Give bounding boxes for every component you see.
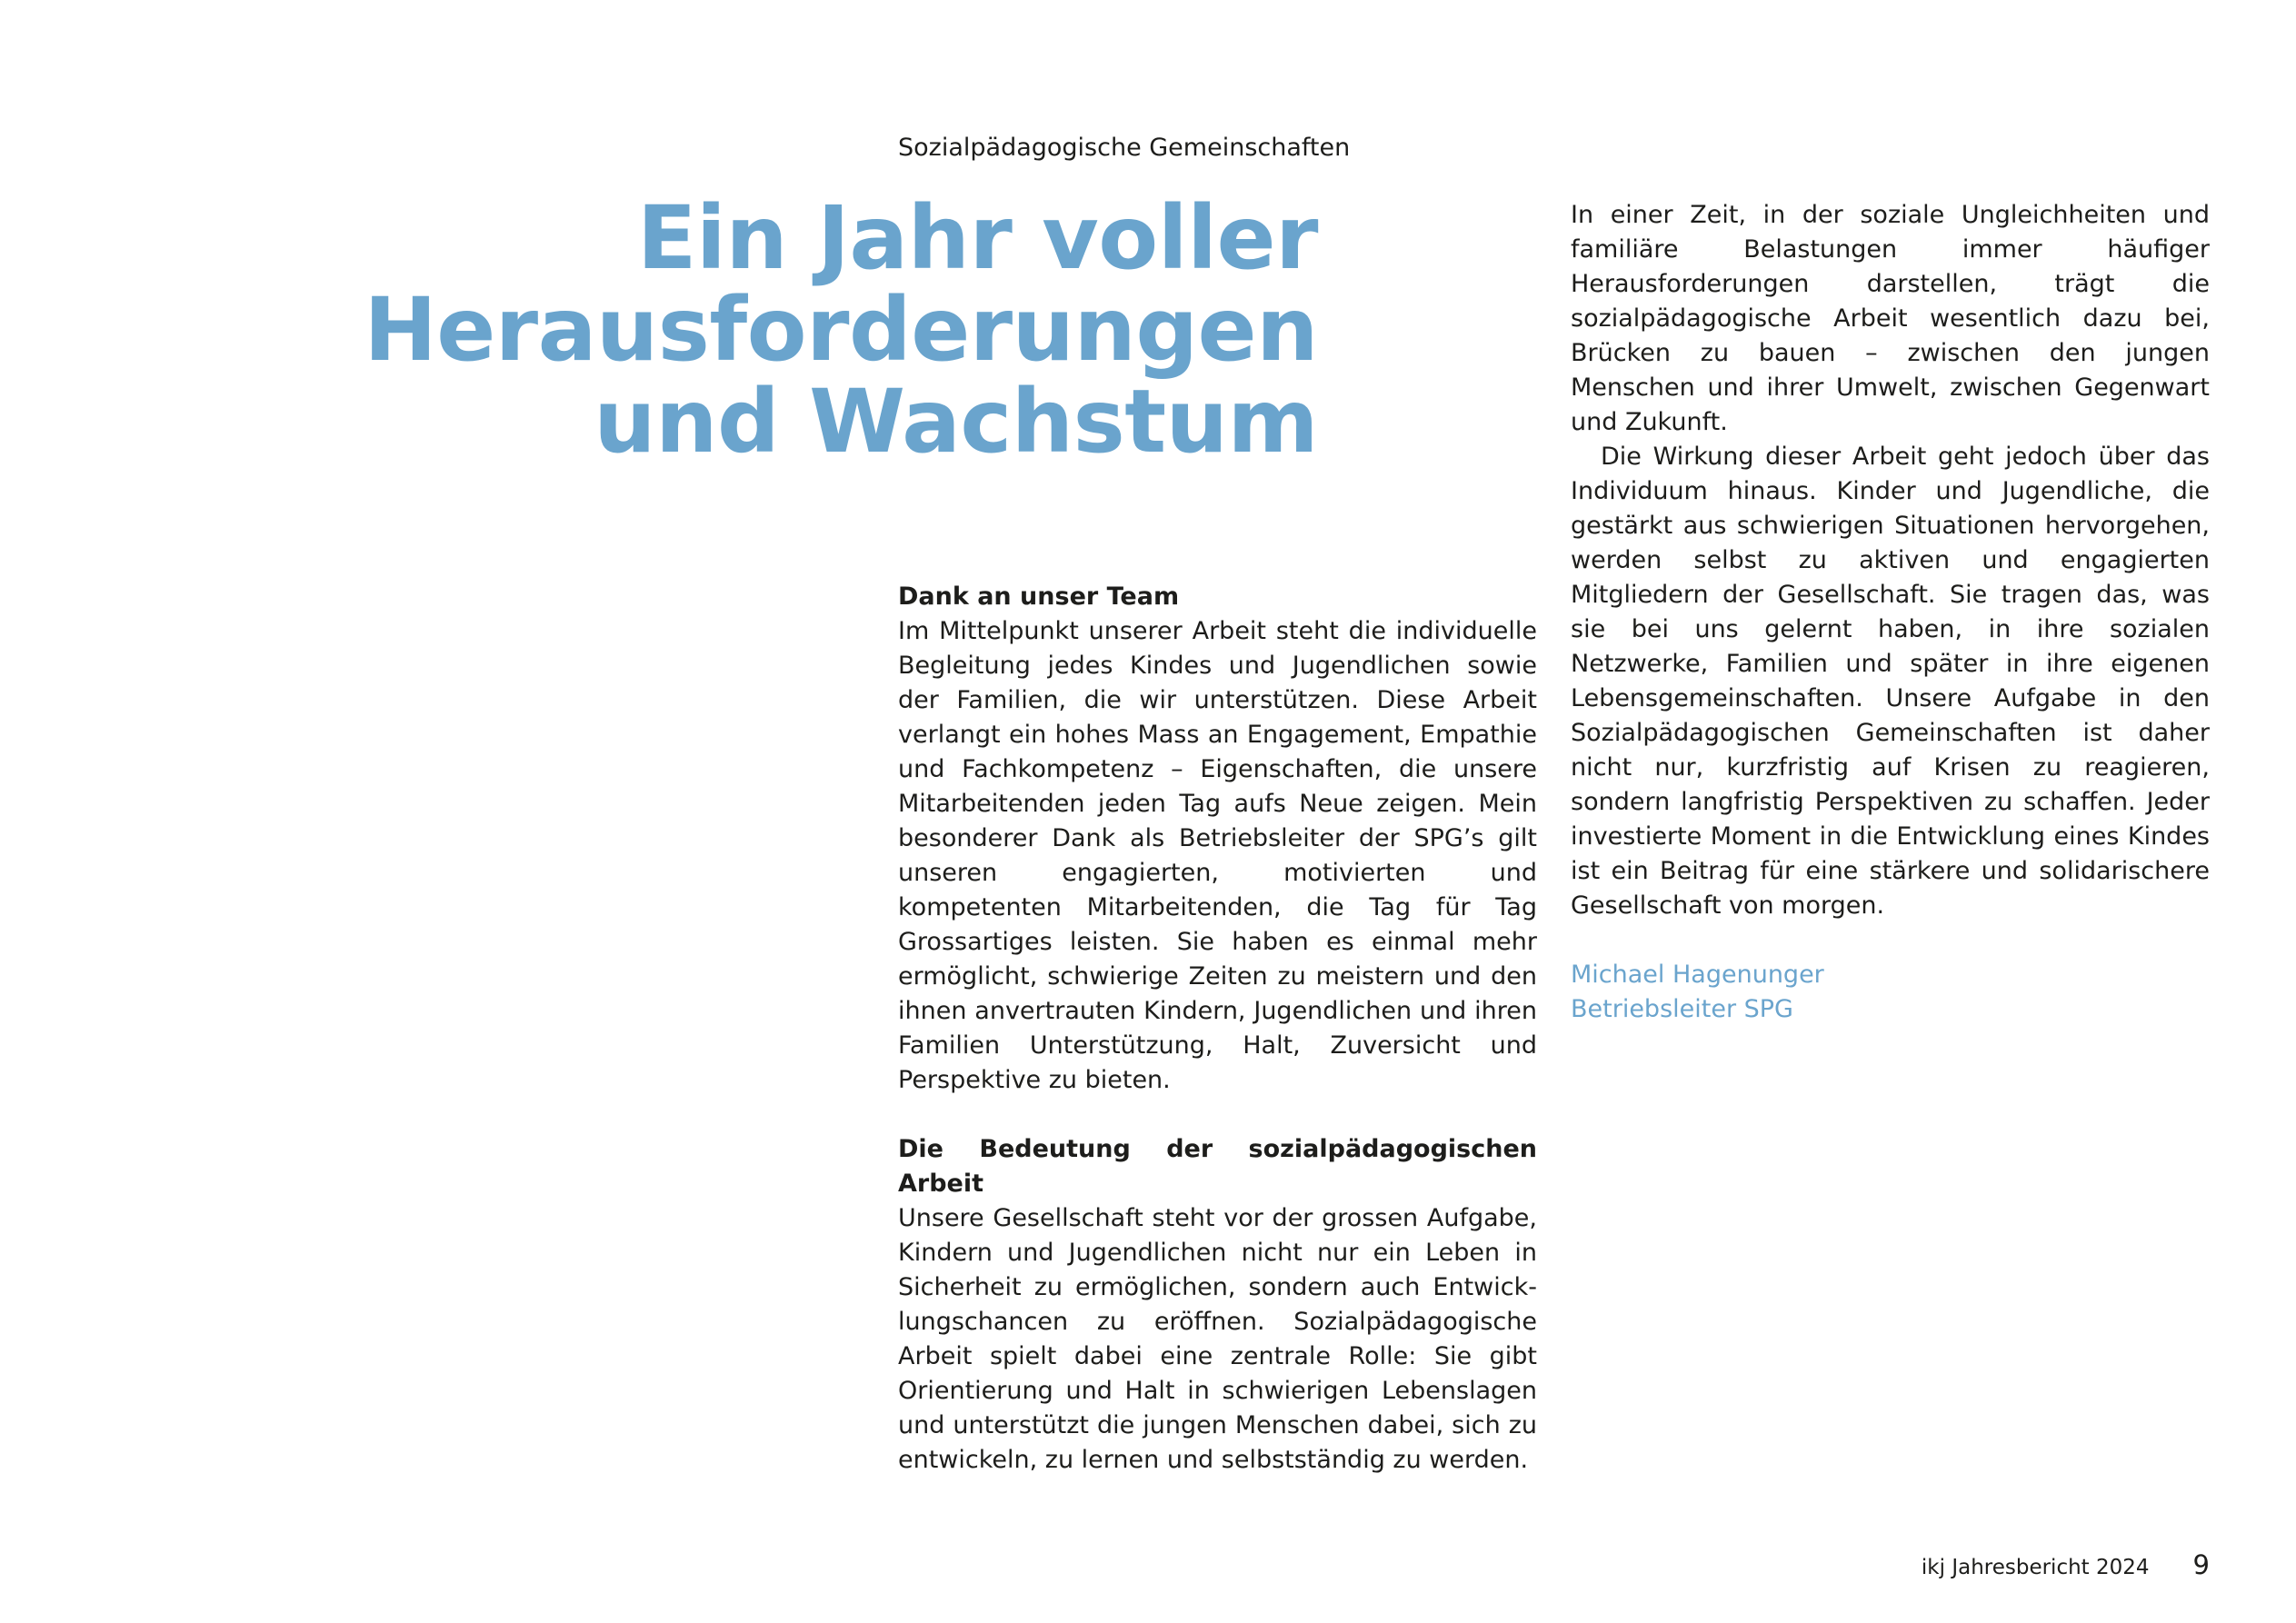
section-body: Im Mittelpunkt unserer Arbeit steht die individuelle Begleitung jedes Kindes und Jugendlichen sowie der Familien, die wir unterstützen. Diese Arbeit verlangt ein hohes Mass an Engagement, Empathie und Fachkompetenz – Eigenschaften, die unsere Mitarbeitenden jeden Tag aufs Neue zeigen. Mein besonderer Dank als Betriebsleiter der SPG’s gilt unseren engagierten, motivierten und kompetenten Mitarbeitenden, die Tag für Tag Grossartiges leisten. Sie haben es einmal mehr ermöglicht, schwierige Zeiten zu meistern und den ihnen anvertrauten Kindern, Jugendlichen und ihren Familien Unterstützung, Halt, Zuversicht und Perspektive zu bieten.: [898, 617, 1537, 1094]
page-title-line-1: Ein Jahr voller: [636, 187, 1318, 289]
body-paragraph: Die Wirkung dieser Arbeit geht jedoch über das Individuum hinaus. Kinder und Jugendliche, die gestärkt aus schwierigen Situationen hervorgehen, werden selbst zu aktiven und engagierten Mitgliedern der Gesellschaft. Sie tragen das, was sie bei uns gelernt haben, in ihre sozialen Netzwerke, Familien und später in ihre eigenen Lebensgemeinschaften. Unsere Aufgabe in den Sozialpädagogischen Gemeinschaften ist daher nicht nur, kurzfristig auf Krisen zu reagieren, sondern langfristig Perspektiven zu schaffen. Jeder investierte Moment in die Entwicklung eines Kindes ist ein Beitrag für eine stärkere und solidarischere Gesellschaft von morgen.: [1571, 443, 2210, 920]
section-body: Unsere Gesellschaft steht vor der grossen Aufgabe, Kindern und Jugendlichen nicht nur ein Leben in Sicherheit zu ermöglichen, sondern auch Entwicklungschancen zu eröffnen. Sozialpädagogische Arbeit spielt dabei eine zentrale Rolle: Sie gibt Orientierung und Halt in schwierigen Lebenslagen und unterstützt die jungen Menschen dabei, sich zu entwickeln, zu lernen und selbstständig zu werden.: [898, 1204, 1537, 1474]
body-paragraph: In einer Zeit, in der soziale Ungleichheiten und familiäre Belastungen immer häufiger Herausforderungen darstellen, trägt die sozialpädagogische Arbeit wesentlich dazu bei, Brücken zu bauen – zwischen den jungen Menschen und ihrer Umwelt, zwischen Gegenwart und Zukunft.: [1571, 201, 2210, 436]
page-title-line-2: Herausforderungen: [364, 279, 1318, 381]
signature: [1571, 958, 2210, 1027]
page-number: 9: [2192, 1549, 2210, 1580]
section-heading: Dank an unser Team: [898, 582, 1180, 611]
left-text-column: [898, 580, 1537, 1478]
section-heading: Die Bedeutung der sozialpädagogischen Arbeit: [898, 1135, 1537, 1198]
right-text-column: [1571, 198, 2210, 1027]
section-kicker: Sozialpädagogische Gemeinschaften: [898, 134, 1351, 162]
page-title: [364, 187, 1318, 473]
footer-publication-title: ikj Jahresbericht 2024: [1921, 1556, 2150, 1579]
page-title-line-3: und Wachstum: [594, 371, 1318, 473]
page-footer: [1922, 1549, 2210, 1580]
signature-name: Michael Hagenunger: [1571, 961, 1824, 989]
section-team-thanks: [898, 580, 1537, 1098]
signature-role: Betriebsleiter SPG: [1571, 995, 1793, 1023]
section-social-work-importance: [898, 1132, 1537, 1478]
